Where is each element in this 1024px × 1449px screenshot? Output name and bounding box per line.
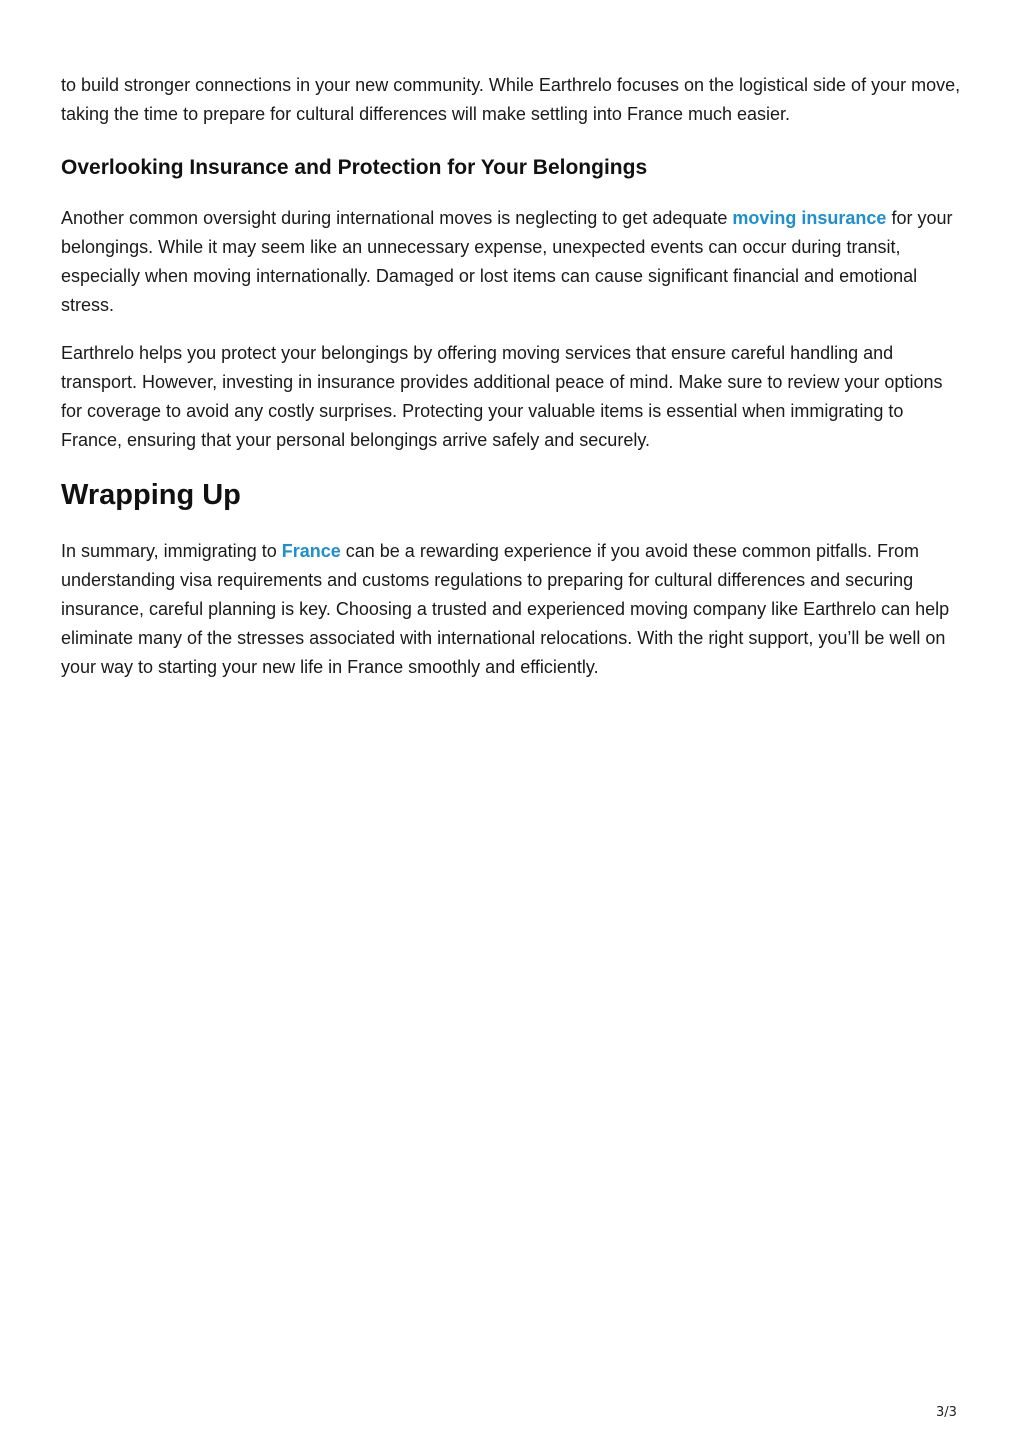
intro-paragraph: to build stronger connections in your new community. While Earthrelo focuses on the logistical side of your move, taking the time to prepare for cultural differences will make settling into France much easier.	[61, 75, 961, 124]
insurance-heading: Overlooking Insurance and Protection for Your Belongings	[61, 156, 648, 179]
insurance-paragraph-1	[61, 204, 966, 320]
moving-insurance-link[interactable]: moving insurance	[732, 208, 887, 228]
insurance-paragraph-2: Earthrelo helps you protect your belongings by offering moving services that ensure careful handling and transport. However, investing in insurance provides additional peace of mind. Make sure to review your options for coverage to avoid any costly surprises. Protecting your valuable items is essential when immigrating to France, ensuring that your personal belongings arrive safely and securely.	[61, 343, 943, 450]
summary-text-before: In summary, immigrating to	[61, 541, 282, 561]
wrapping-up-heading: Wrapping Up	[61, 479, 241, 511]
france-link[interactable]: France	[281, 541, 341, 561]
document-page	[61, 71, 966, 682]
page-number: 3/3	[936, 1405, 957, 1420]
summary-text-after: can be a rewarding experience if you avoid these common pitfalls. From understanding visa requirements and customs regulations to preparing for cultural differences and securing insurance, careful planning is key. Choosing a trusted and experienced moving company like Earthrelo can help eliminate many of the stresses associated with international relocations. With the right support, you’ll be well on your way to starting your new life in France smoothly and efficiently.	[61, 541, 950, 677]
insurance-p1-text-after: for your belongings. While it may seem like an unnecessary expense, unexpected events can occur during transit, especially when moving internationally. Damaged or lost items can cause significant financial and emotional stress.	[61, 208, 953, 315]
insurance-p1-text-before: Another common oversight during international moves is neglecting to get adequate	[61, 208, 733, 228]
summary-paragraph	[61, 537, 966, 682]
